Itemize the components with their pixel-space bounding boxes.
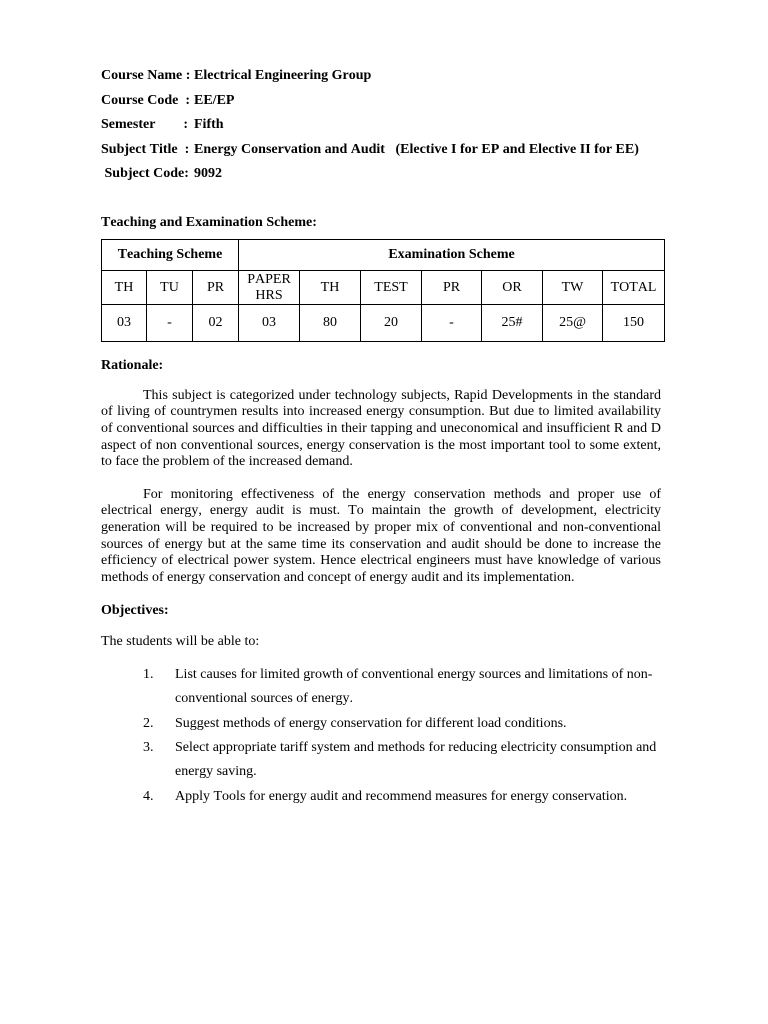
- subject-code-value: 9092: [194, 166, 222, 181]
- list-item: [143, 712, 668, 736]
- course-name-value: Electrical Engineering Group: [194, 68, 372, 83]
- table-group-header-row: [102, 240, 665, 271]
- rationale-paragraph: For monitoring effectiveness of the energy conservation methods and proper use of electrical energy, energy audit is must. To maintain the growth of development, electricity generation will be required to be increased by proper mix of conventional and non-conventional sources of energy but at the same time its conservation and audit should be done to increase the efficiency of electrical power system. Hence electrical engineers must have knowledge of various methods of energy conservation and concept of energy audit and its implementation.: [101, 486, 661, 586]
- course-name-line: [101, 64, 639, 89]
- objectives-intro: The students will be able to:: [101, 633, 260, 649]
- objectives-heading: Objectives:: [101, 602, 169, 618]
- list-item-text: Select appropriate tariff system and methods for reducing electricity consumption and energy saving.: [175, 740, 657, 780]
- col-header-pr-teaching: PR: [193, 271, 239, 305]
- value-pr-exam: -: [422, 305, 482, 342]
- value-tw: 25@: [543, 305, 603, 342]
- subject-code-label: Subject Code:: [101, 166, 189, 181]
- list-item-number: 4.: [143, 788, 154, 804]
- col-header-pr-exam: PR: [422, 271, 482, 305]
- scheme-heading: Teaching and Examination Scheme:: [101, 215, 317, 230]
- table-value-row: [102, 305, 665, 342]
- rationale-heading: Rationale:: [101, 358, 164, 373]
- value-tu: -: [147, 305, 193, 342]
- value-paper-hrs: 03: [239, 305, 300, 342]
- list-item-text: List causes for limited growth of conventional energy sources and limitations of non-conventional sources of energy.: [175, 666, 653, 707]
- list-item: [143, 785, 668, 809]
- objectives-list: [143, 663, 668, 809]
- semester-label: Semester :: [101, 117, 189, 132]
- list-item-number: 3.: [143, 740, 154, 756]
- list-item: [143, 736, 668, 785]
- list-item-text: Suggest methods of energy conservation for different load conditions.: [175, 715, 567, 731]
- value-or: 25#: [482, 305, 543, 342]
- value-test: 20: [361, 305, 422, 342]
- value-pr-teaching: 02: [193, 305, 239, 342]
- value-th-exam: 80: [300, 305, 361, 342]
- value-total: 150: [603, 305, 665, 342]
- list-item-number: 2.: [143, 715, 154, 731]
- col-header-th-exam: TH: [300, 271, 361, 305]
- col-header-tu: TU: [147, 271, 193, 305]
- value-th-teaching: 03: [102, 305, 147, 342]
- col-header-or: OR: [482, 271, 543, 305]
- semester-line: [101, 113, 639, 138]
- course-code-label: Course Code :: [101, 92, 191, 108]
- list-item-text: Apply Tools for energy audit and recommend measures for energy conservation.: [175, 788, 628, 804]
- table-column-header-row: [102, 271, 665, 305]
- subject-title-label: Subject Title :: [101, 141, 190, 157]
- rationale-paragraph: This subject is categorized under technology subjects, Rapid Developments in the standard of living of countrymen results into increased energy consumption. But due to limited availability of conventional sources and difficulties in their tapping and uneconomical and insufficient R and D aspect of non conventional sources, energy conservation is the most important tool to some extent, to face the problem of the increased demand.: [101, 387, 661, 470]
- col-header-total: TOTAL: [603, 271, 665, 305]
- course-code-line: [101, 89, 639, 114]
- col-header-paper-hrs: PAPER HRS: [239, 271, 300, 305]
- subject-title-line: [101, 138, 639, 163]
- examination-scheme-header: Examination Scheme: [239, 240, 665, 271]
- list-item-number: 1.: [143, 666, 154, 682]
- subject-code-line: [101, 162, 639, 187]
- course-name-label: Course Name :: [101, 68, 191, 83]
- semester-value: Fifth: [194, 117, 224, 132]
- col-header-tw: TW: [543, 271, 603, 305]
- subject-title-value: Energy Conservation and Audit (Elective I for EP and Elective II for EE): [194, 141, 639, 157]
- col-header-th-teaching: TH: [102, 271, 147, 305]
- course-code-value: EE/EP: [194, 92, 235, 108]
- teaching-scheme-header: Teaching Scheme: [102, 240, 239, 271]
- col-header-test: TEST: [361, 271, 422, 305]
- list-item: [143, 663, 668, 712]
- course-info: [101, 64, 639, 187]
- scheme-table: [101, 239, 665, 342]
